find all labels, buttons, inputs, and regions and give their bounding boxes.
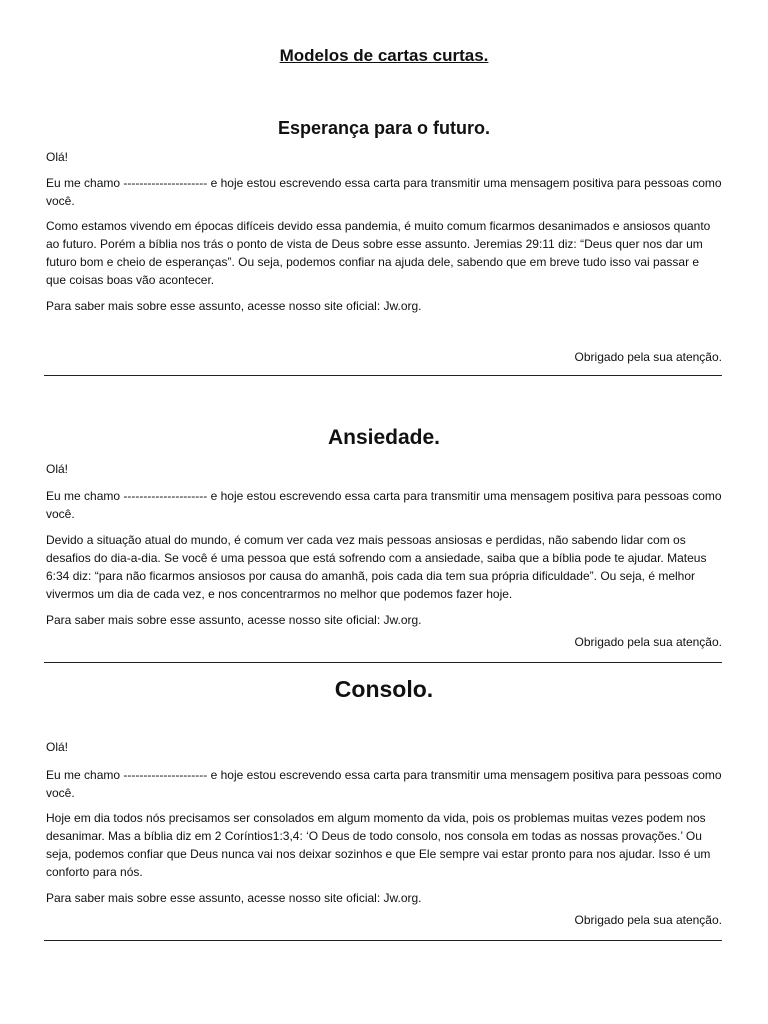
letter-ansiedade: [46, 424, 722, 651]
letter-consolo: [46, 674, 722, 929]
letter-closing: Obrigado pela sua atenção.: [574, 635, 722, 649]
letter-body: Hoje em dia todos nós precisamos ser consolados em algum momento da vida, pois os problemas muitas vezes podem nos desanimar. Mas a bíblia diz em 2 Coríntios1:3,4: ‘O Deus de todo consolo, nos consola em todas as nossas provações.’ Ou seja, podemos confiar que Deus nunca vai nos deixar sozinhos e que Ele sempre vai estar pronto para nos ajudar. Isso é um conforto para nós.: [46, 811, 711, 879]
letter-esperanca: [46, 116, 722, 366]
letter-site: Para saber mais sobre esse assunto, acesse nosso site oficial: Jw.org.: [46, 299, 422, 313]
document-title: Modelos de cartas curtas.: [279, 46, 489, 65]
divider: [44, 375, 722, 376]
divider: [44, 662, 722, 663]
letter-intro: Eu me chamo --------------------- e hoje estou escrevendo essa carta para transmitir uma mensagem positiva para pessoas como você.: [46, 176, 722, 208]
letter-body: Como estamos vivendo em épocas difíceis devido essa pandemia, é muito comum ficarmos desanimados e ansiosos quanto ao futuro. Porém a bíblia nos trás o ponto de vista de Deus sobre esse assunto. Jeremias 29:11 diz: “Deus quer nos dar um futuro bom e cheio de esperanças”. Ou seja, podemos confiar na ajuda dele, sabendo que em breve tudo isso vai passar e que coisas boas vão acontecer.: [46, 219, 711, 287]
letter-heading: Ansiedade.: [327, 426, 441, 449]
letter-greeting: Olá!: [46, 150, 69, 164]
letter-heading: Esperança para o futuro.: [277, 118, 491, 138]
divider: [44, 940, 722, 941]
letter-site: Para saber mais sobre esse assunto, acesse nosso site oficial: Jw.org.: [46, 891, 422, 905]
letter-greeting: Olá!: [46, 462, 69, 476]
letter-intro: Eu me chamo --------------------- e hoje estou escrevendo essa carta para transmitir uma mensagem positiva para pessoas como você.: [46, 768, 722, 800]
letter-closing: Obrigado pela sua atenção.: [574, 913, 722, 927]
letter-heading: Consolo.: [334, 676, 434, 702]
letter-site: Para saber mais sobre esse assunto, acesse nosso site oficial: Jw.org.: [46, 613, 422, 627]
letter-body: Devido a situação atual do mundo, é comum ver cada vez mais pessoas ansiosas e perdidas, não sabendo lidar com os desafios do dia-a-dia. Se você é uma pessoa que está sofrendo com a ansiedade, saiba que a bíblia pode te ajudar. Mateus 6:34 diz: “para não ficarmos ansiosos por causa do amanhã, pois cada dia tem sua própria dificuldade”. Ou seja, é melhor vivermos um dia de cada vez, e nos concentrarmos no melhor que podemos fazer hoje.: [46, 533, 707, 601]
letter-closing: Obrigado pela sua atenção.: [574, 350, 722, 364]
letter-intro: Eu me chamo --------------------- e hoje estou escrevendo essa carta para transmitir uma mensagem positiva para pessoas como você.: [46, 489, 722, 521]
letter-greeting: Olá!: [46, 740, 69, 754]
